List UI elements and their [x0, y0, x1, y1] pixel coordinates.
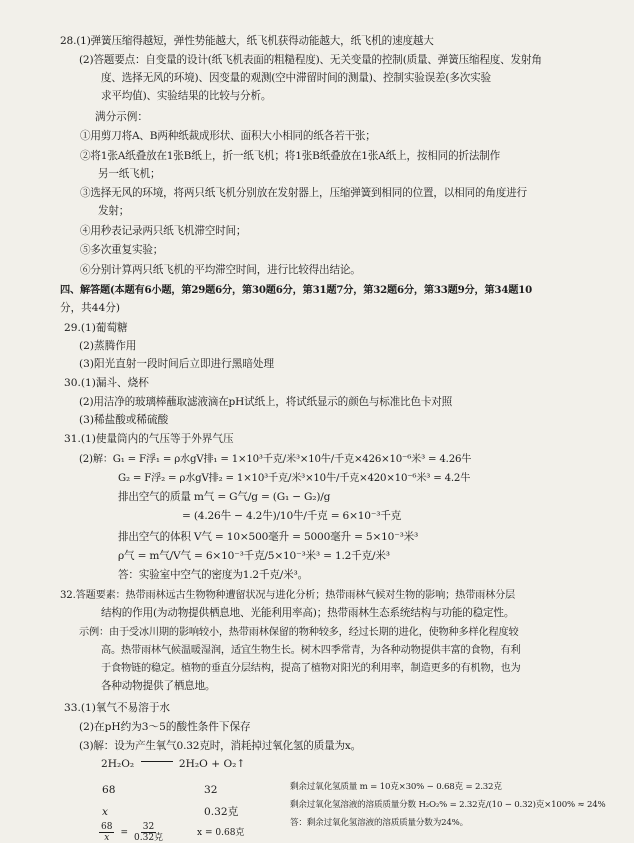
q28-step2-line2: 另一纸飞机； — [98, 168, 161, 180]
fraction-right-numerator: 32 — [142, 822, 155, 832]
section4-heading — [60, 284, 532, 297]
section4-heading-text: 四、解答题(本题有6小题，第29题6分，第30题6分，第31题7分，第32题6分，第33题9分，第34题10 — [60, 284, 532, 296]
q33-part1: 33.(1)氧气不易溶于水 — [64, 702, 171, 714]
q31-part1: 31.(1)使量筒内的气压等于外界气压 — [64, 433, 234, 445]
q28-part2-line1: (2)答题要点：自变量的设计(纸飞机表面的粗糙程度)、无关变量的控制(质量、弹簧压缩程度、发射角 — [79, 54, 542, 66]
x-result: x = 0.68克 — [197, 827, 245, 838]
q32-line1: 32.答题要素：热带雨林远古生物物种遭留状况与进化分析；热带雨林气候对生物的影响；热带雨林分层 — [60, 590, 516, 601]
q32-line2: 结构的作用(为动物提供栖息地、光能利用率高)；热带雨林生态系统结构与功能的稳定性。 — [101, 607, 515, 619]
q31-mass-line2: = (4.26牛 − 4.2牛)/10牛/千克 = 6×10⁻³千克 — [182, 510, 402, 522]
oxygen-mass: 0.32克 — [204, 806, 239, 818]
q28-example-heading: 满分示例： — [95, 111, 148, 123]
q30-part2: (2)用洁净的玻璃棒蘸取滤液滴在pH试纸上，将试纸显示的颜色与标准比色卡对照 — [79, 396, 453, 408]
q28-step5: ⑤多次重复实验； — [80, 244, 164, 256]
q31-g1-equation: (2)解：G₁ = F浮₁ = ρ水gV排₁ = 1×10³千克/米³×10牛/千克×426×10⁻⁶米³ = 4.26牛 — [79, 454, 472, 465]
q28-part1: 28.(1)弹簧压缩得越短，弹性势能越大，纸飞机获得动能越大，纸飞机的速度越大 — [60, 35, 434, 47]
q28-step3-line2: 发射； — [98, 205, 130, 217]
section4-heading-line2: 分，共44分) — [60, 302, 120, 314]
q28-step4: ④用秒表记录两只纸飞机滞空时间； — [80, 225, 247, 237]
fraction-right — [134, 822, 163, 843]
unknown-x: x — [102, 806, 108, 818]
q28-step1: ①用剪刀将A、B两种纸裁成形状、面积大小相同的纸各若干张； — [80, 130, 376, 142]
reaction-arrow — [141, 761, 173, 762]
fraction-left-denominator: x — [104, 833, 110, 843]
gas-arrow-icon: ↑ — [236, 758, 246, 770]
mass-fraction: 剩余过氧化氢溶液的溶质质量分数 H₂O₂% = 2.32克/(10 − 0.32)克×100% ≈ 24% — [290, 800, 606, 810]
q28-step6: ⑥分别计算两只纸飞机的平均滞空时间，进行比较得出结论。 — [80, 264, 361, 276]
fraction-right-denominator: 0.32克 — [134, 833, 164, 843]
molar-mass-h2o2: 68 — [102, 784, 116, 796]
fraction-left — [99, 822, 114, 843]
q31-mass-line1: 排出空气的质量 m气 = G气/g = (G₁ − G₂)/g — [118, 491, 331, 503]
q30-part1: 30.(1)漏斗、烧杯 — [64, 377, 149, 389]
q28-step3-line1: ③选择无风的环境，将两只纸飞机分别放在发射器上，压缩弹簧到相同的位置，以相同的角度进行 — [80, 187, 527, 199]
q33-answer: 答：剩余过氧化氢溶液的溶质质量分数为24%。 — [290, 818, 468, 828]
products: 2H₂O + O₂ — [178, 758, 237, 770]
q33-part3: (3)解：设为产生氧气0.32克时，消耗掉过氧化氢的质量为x。 — [79, 740, 362, 752]
q32-line5: 于食物链的稳定。植物的垂直分层结构，提高了植物对阳光的利用率，制造更多的有机物，也为 — [101, 663, 521, 674]
reactant: 2H₂O₂ — [101, 758, 135, 770]
q32-line6: 各种动物提供了栖息地。 — [101, 680, 216, 692]
q30-part3: (3)稀盐酸或稀硫酸 — [79, 414, 169, 426]
q32-line4: 高。热带雨林气候温暖湿润，适宜生物生长。树木四季常青，为各种动物提供丰富的食物，有利 — [101, 645, 521, 656]
q28-part2-line2: 度、选择无风的环境)、因变量的观测(空中滞留时间的测量)、控制实验误差(多次实验 — [101, 72, 491, 84]
q28-step2-line1: ②将1张A纸叠放在1张B纸上，折一纸飞机；将1张B纸叠放在1张A纸上，按相同的折法制作 — [80, 150, 501, 162]
q29-part1: 29.(1)葡萄糖 — [64, 322, 128, 334]
q29-part3: (3)阳光直射一段时间后立即进行黑暗处理 — [79, 358, 275, 370]
molar-mass-o2: 32 — [204, 784, 218, 796]
q29-part2: (2)蒸腾作用 — [79, 340, 137, 352]
q28-part2-line3: 求平均值)、实验结果的比较与分析。 — [101, 90, 272, 102]
q31-g2-equation: G₂ = F浮₂ = ρ水gV排₂ = 1×10³千克/米³×10牛/千克×420×10⁻⁶米³ = 4.2牛 — [118, 473, 471, 484]
remaining-h2o2-mass: 剩余过氧化氢质量 m = 10克×30% − 0.68克 = 2.32克 — [290, 782, 502, 792]
reaction-equation — [101, 758, 245, 771]
fraction-left-numerator: 68 — [101, 822, 113, 832]
proportion-row — [99, 822, 244, 843]
equals-sign: = — [120, 827, 128, 838]
q33-part2: (2)在pH约为3～5的酸性条件下保存 — [79, 721, 251, 733]
q32-line3: 示例：由于受冰川期的影响较小，热带雨林保留的物种较多，经过长期的进化，使物种多样化程度较 — [79, 627, 519, 638]
q31-density: ρ气 = m气/V气 = 6×10⁻³千克/5×10⁻³米³ = 1.2千克/米³ — [118, 550, 390, 562]
q31-volume: 排出空气的体积 V气 = 10×500毫升 = 5000毫升 = 5×10⁻³米³ — [118, 531, 419, 543]
q31-answer: 答：实验室中空气的密度为1.2千克/米³。 — [118, 569, 308, 581]
